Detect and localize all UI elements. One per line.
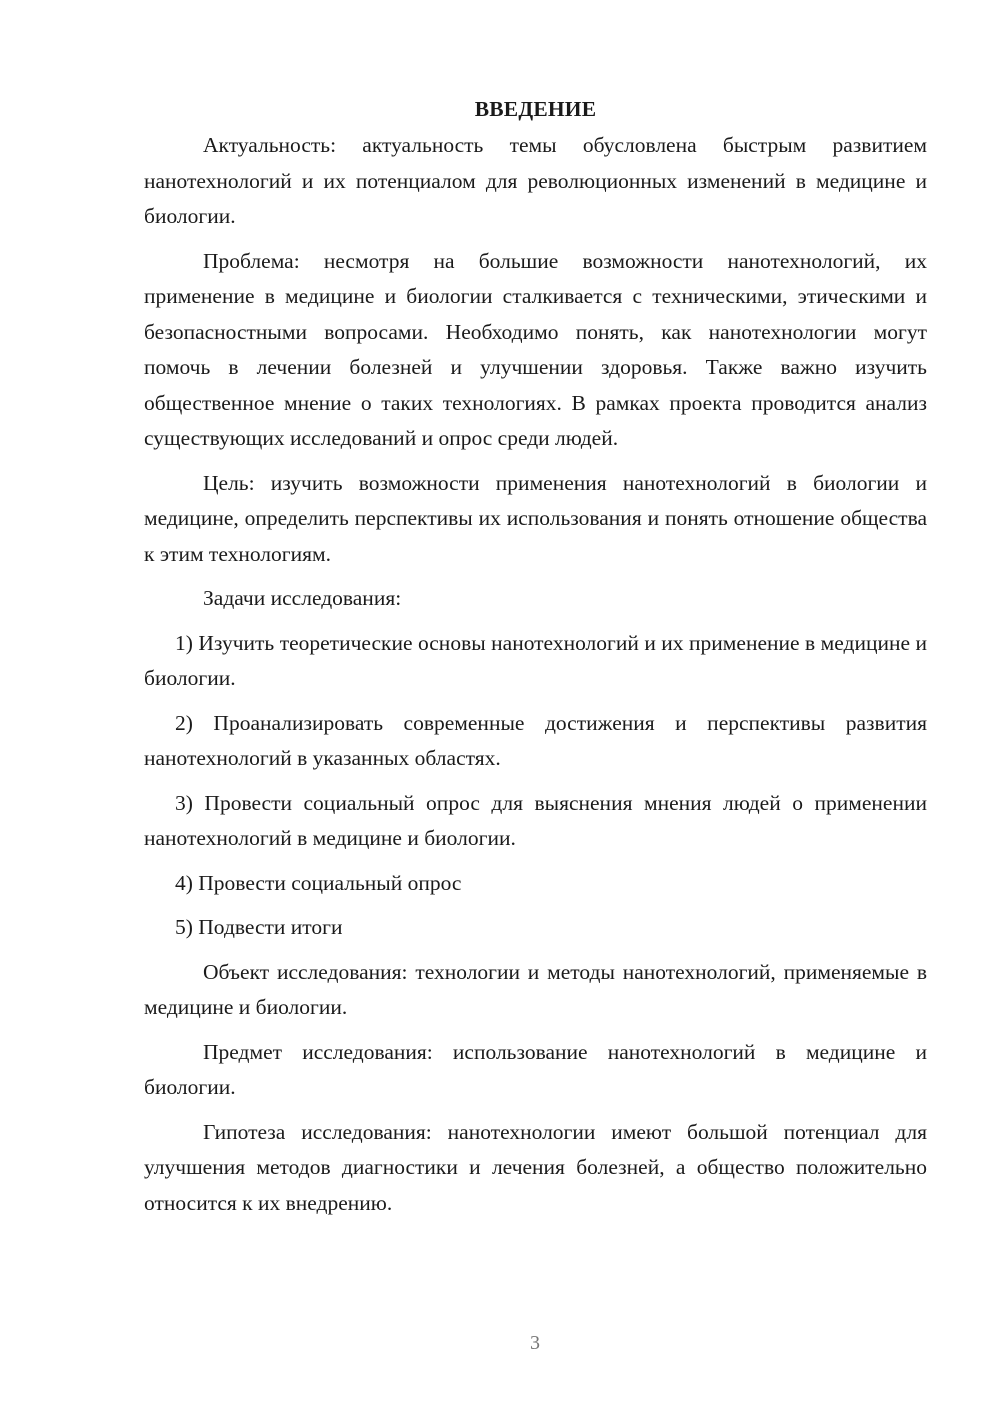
task-item-3: 3) Провести социальный опрос для выяснения мнения людей о применении нанотехнологий в медицине и биологии.	[144, 790, 927, 850]
paragraph-hypothesis: Гипотеза исследования: нанотехнологии имеют большой потенциал для улучшения методов диагностики и лечения болезней, а общество положительно относится к их внедрению.	[144, 1119, 927, 1215]
task-item-5: 5) Подвести итоги	[175, 915, 343, 939]
paragraph-relevance: Актуальность: актуальность темы обусловлена быстрым развитием нанотехнологий и их потенциалом для революционных изменений в медицине и биологии.	[144, 133, 927, 228]
task-item-2: 2) Проанализировать современные достижения и перспективы развития нанотехнологий в указанных областях.	[144, 710, 927, 770]
section-heading: ВВЕДЕНИЕ	[474, 97, 597, 121]
tasks-title: Задачи исследования:	[203, 586, 402, 610]
task-item-4: 4) Провести социальный опрос	[175, 870, 462, 895]
page-content	[144, 92, 927, 1230]
task-item-1: 1) Изучить теоретические основы нанотехнологий и их применение в медицине и биологии.	[144, 630, 927, 690]
paragraph-object: Объект исследования: технологии и методы нанотехнологий, применяемые в медицине и биологии.	[144, 959, 927, 1019]
page-number: 3	[530, 1332, 540, 1354]
paragraph-subject: Предмет исследования: использование нанотехнологий в медицине и биологии.	[144, 1039, 927, 1099]
paragraph-problem: Проблема: несмотря на большие возможности нанотехнологий, их применение в медицине и биологии сталкивается с техническими, этическими и безопасностными вопросами. Необходимо понять, как нанотехнологии могут помочь в лечении болезней и улучшении здоровья. Также важно изучить общественное мнение о таких технологиях. В рамках проекта проводится анализ существующих исследований и опрос среди людей.	[144, 248, 927, 450]
paragraph-goal: Цель: изучить возможности применения нанотехнологий в биологии и медицине, определить перспективы их использования и понять отношение общества к этим технологиям.	[144, 470, 927, 566]
